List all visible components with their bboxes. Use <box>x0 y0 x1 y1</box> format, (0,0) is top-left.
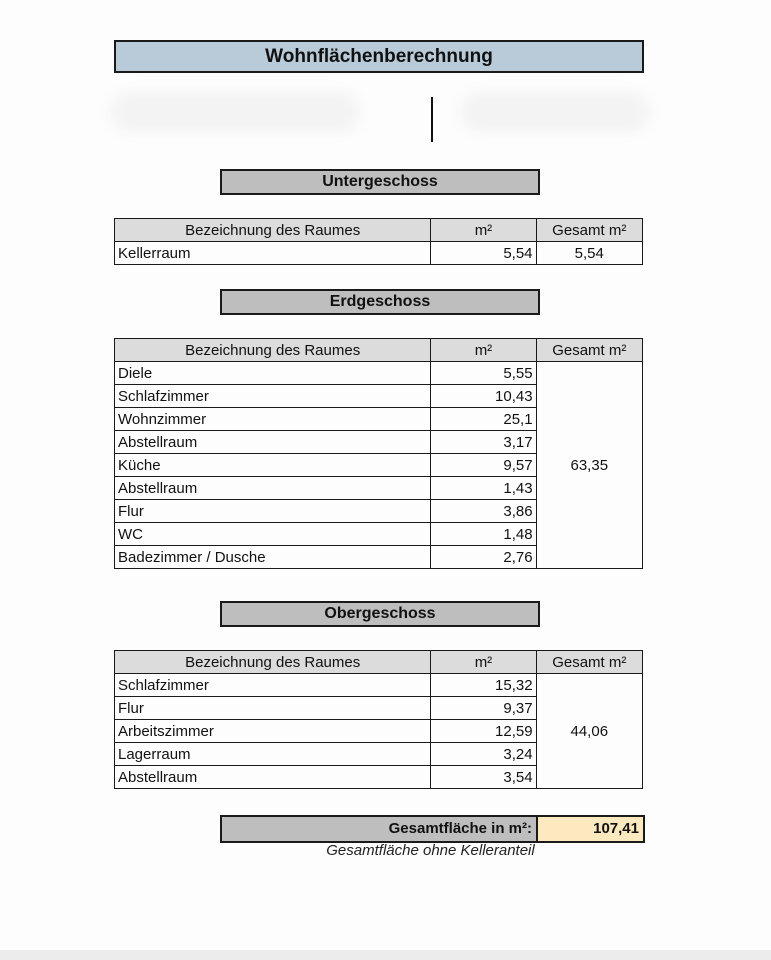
floor-total: 5,54 <box>536 242 642 265</box>
total-area-row <box>220 815 645 843</box>
blurred-region-left <box>110 92 360 132</box>
room-name: Küche <box>115 454 431 477</box>
column-header-m2: m² <box>431 219 536 242</box>
column-header-total: Gesamt m² <box>536 651 642 674</box>
redacted-area <box>100 82 660 144</box>
total-area-note: Gesamtfläche ohne Kelleranteil <box>326 842 535 859</box>
room-name: Abstellraum <box>115 766 431 789</box>
room-area: 3,54 <box>431 766 536 789</box>
room-area: 12,59 <box>431 720 536 743</box>
room-name: WC <box>115 523 431 546</box>
room-name: Abstellraum <box>115 431 431 454</box>
table-obergeschoss <box>114 650 643 789</box>
table-row <box>115 242 643 265</box>
column-header-name: Bezeichnung des Raumes <box>115 339 431 362</box>
column-header-name: Bezeichnung des Raumes <box>115 651 431 674</box>
room-area: 3,86 <box>431 500 536 523</box>
floor-total: 44,06 <box>536 674 642 789</box>
room-area: 10,43 <box>431 385 536 408</box>
room-name: Flur <box>115 500 431 523</box>
divider-line <box>431 97 433 142</box>
room-name: Schlafzimmer <box>115 674 431 697</box>
room-area: 5,55 <box>431 362 536 385</box>
room-area: 3,24 <box>431 743 536 766</box>
column-header-total: Gesamt m² <box>536 219 642 242</box>
room-name: Wohnzimmer <box>115 408 431 431</box>
room-name: Arbeitszimmer <box>115 720 431 743</box>
room-area: 2,76 <box>431 546 536 569</box>
column-header-m2: m² <box>431 339 536 362</box>
page-bottom-edge <box>0 950 771 960</box>
room-area: 3,17 <box>431 431 536 454</box>
table-header-row <box>115 651 643 674</box>
total-area-value: 107,41 <box>538 817 643 841</box>
total-area-label: Gesamtfläche in m²: <box>222 817 538 841</box>
column-header-total: Gesamt m² <box>536 339 642 362</box>
room-name: Lagerraum <box>115 743 431 766</box>
room-area: 9,37 <box>431 697 536 720</box>
room-name: Schlafzimmer <box>115 385 431 408</box>
table-header-row <box>115 339 643 362</box>
section-header-erdgeschoss: Erdgeschoss <box>220 289 540 315</box>
table-row <box>115 674 643 697</box>
section-header-untergeschoss: Untergeschoss <box>220 169 540 195</box>
table-erdgeschoss <box>114 338 643 569</box>
room-area: 1,48 <box>431 523 536 546</box>
room-area: 9,57 <box>431 454 536 477</box>
document-title: Wohnflächenberechnung <box>114 40 644 73</box>
floor-total: 63,35 <box>536 362 642 569</box>
section-header-obergeschoss: Obergeschoss <box>220 601 540 627</box>
room-name: Flur <box>115 697 431 720</box>
column-header-name: Bezeichnung des Raumes <box>115 219 431 242</box>
room-area: 15,32 <box>431 674 536 697</box>
blurred-region-right <box>460 92 650 132</box>
room-name: Abstellraum <box>115 477 431 500</box>
room-name: Diele <box>115 362 431 385</box>
table-header-row <box>115 219 643 242</box>
table-row <box>115 362 643 385</box>
room-name: Badezimmer / Dusche <box>115 546 431 569</box>
room-area: 1,43 <box>431 477 536 500</box>
column-header-m2: m² <box>431 651 536 674</box>
room-name: Kellerraum <box>115 242 431 265</box>
room-area: 25,1 <box>431 408 536 431</box>
room-area: 5,54 <box>431 242 536 265</box>
table-untergeschoss <box>114 218 643 265</box>
